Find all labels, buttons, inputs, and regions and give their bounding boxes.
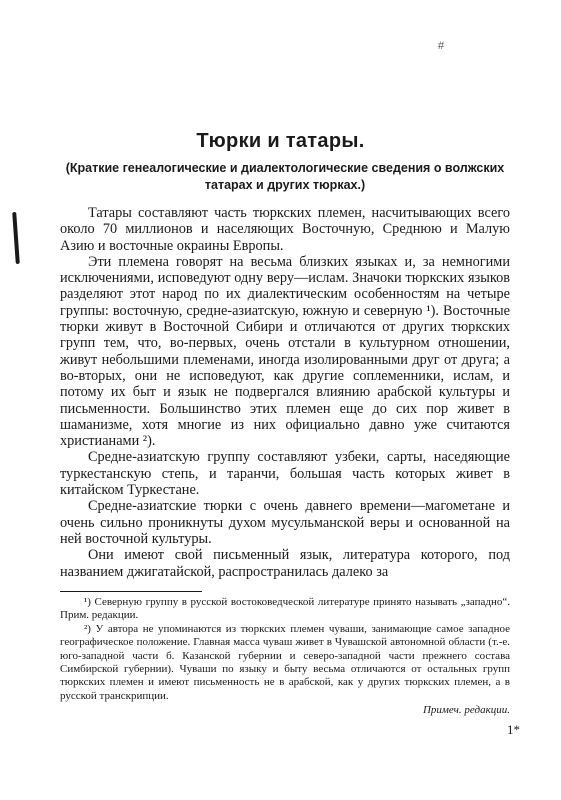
paragraph: Средне-азиатские тюрки с очень давнего времени—магометане и очень сильно проникнуты духом мусульманской веры и основанной на ней восточной культуры. — [60, 498, 510, 547]
footnote: ²) У автора не упоминаются из тюркских племен чуваши, занимающие самое западное географическое положение. Главная масса чуваш живет в Чувашской автономной области (т.-е. юго-западной части б. Казанской губернии и северо-западной части прежнего состава Симбирской губернии). Чуваши по языку и быту весьма отличаются от остальных групп тюркских племен и имеют письменность не в арабской, как у других тюркских племен, а в русской транскрипции. — [60, 622, 510, 702]
chapter-title: Тюрки и татары. — [196, 130, 365, 152]
chapter-subtitle: (Краткие генеалогические и диалектологические сведения о волжских татарах и других тюрках.) — [65, 161, 505, 192]
page-signature: 1* — [507, 722, 520, 737]
paragraph: Они имеют свой письменный язык, литература которого, под названием джигатайской, распространилась далеко за — [60, 547, 510, 580]
paragraph: Татары составляют часть тюркских племен, насчитывающих всего около 70 миллионов и населяющих Восточную, Среднюю и Малую Азию и восточные окраины Европы. — [60, 205, 510, 254]
margin-pencil-mark — [12, 212, 20, 264]
corner-mark: # — [438, 40, 445, 52]
paragraph: Эти племена говорят на весьма близких языках и, за немногими исключениями, исповедуют одну веру—ислам. Значоки тюркских языков разделяют этот народ по их диалектическим особенностям на четыре группы: восточную, средне-азиатскую, южную и северную ¹). Восточные тюрки живут в Восточной Сибири и отличаются от других тюркских групп тем, что, во-первых, очень отстали в культурном отношении, живут небольшими племенами, иногда изолированными друг от друга; а во-вторых, они не исповедуют, как другие соплеменники, ислам, и потому их быт и язык не подвергался влиянию арабской культуры и письменности. Большинство этих племен еще до сих пор живет в шаманизме, хотя многие из них официально давно уже считаются христианами ²). — [60, 253, 510, 450]
footnotes — [60, 596, 510, 718]
footnote: ¹) Северную группу в русской востоковедческой литературе принято называть „западно“. Прим. редакции. — [60, 596, 510, 622]
body-text — [60, 205, 510, 580]
footnote-separator — [60, 591, 202, 592]
paragraph: Средне-азиатскую группу составляют узбеки, сарты, наседяющие туркестанскую степь, и таранчи, большая часть которых живет в китайском Туркестане. — [60, 449, 510, 499]
footnote-signoff: Примеч. редакции. — [422, 704, 510, 717]
